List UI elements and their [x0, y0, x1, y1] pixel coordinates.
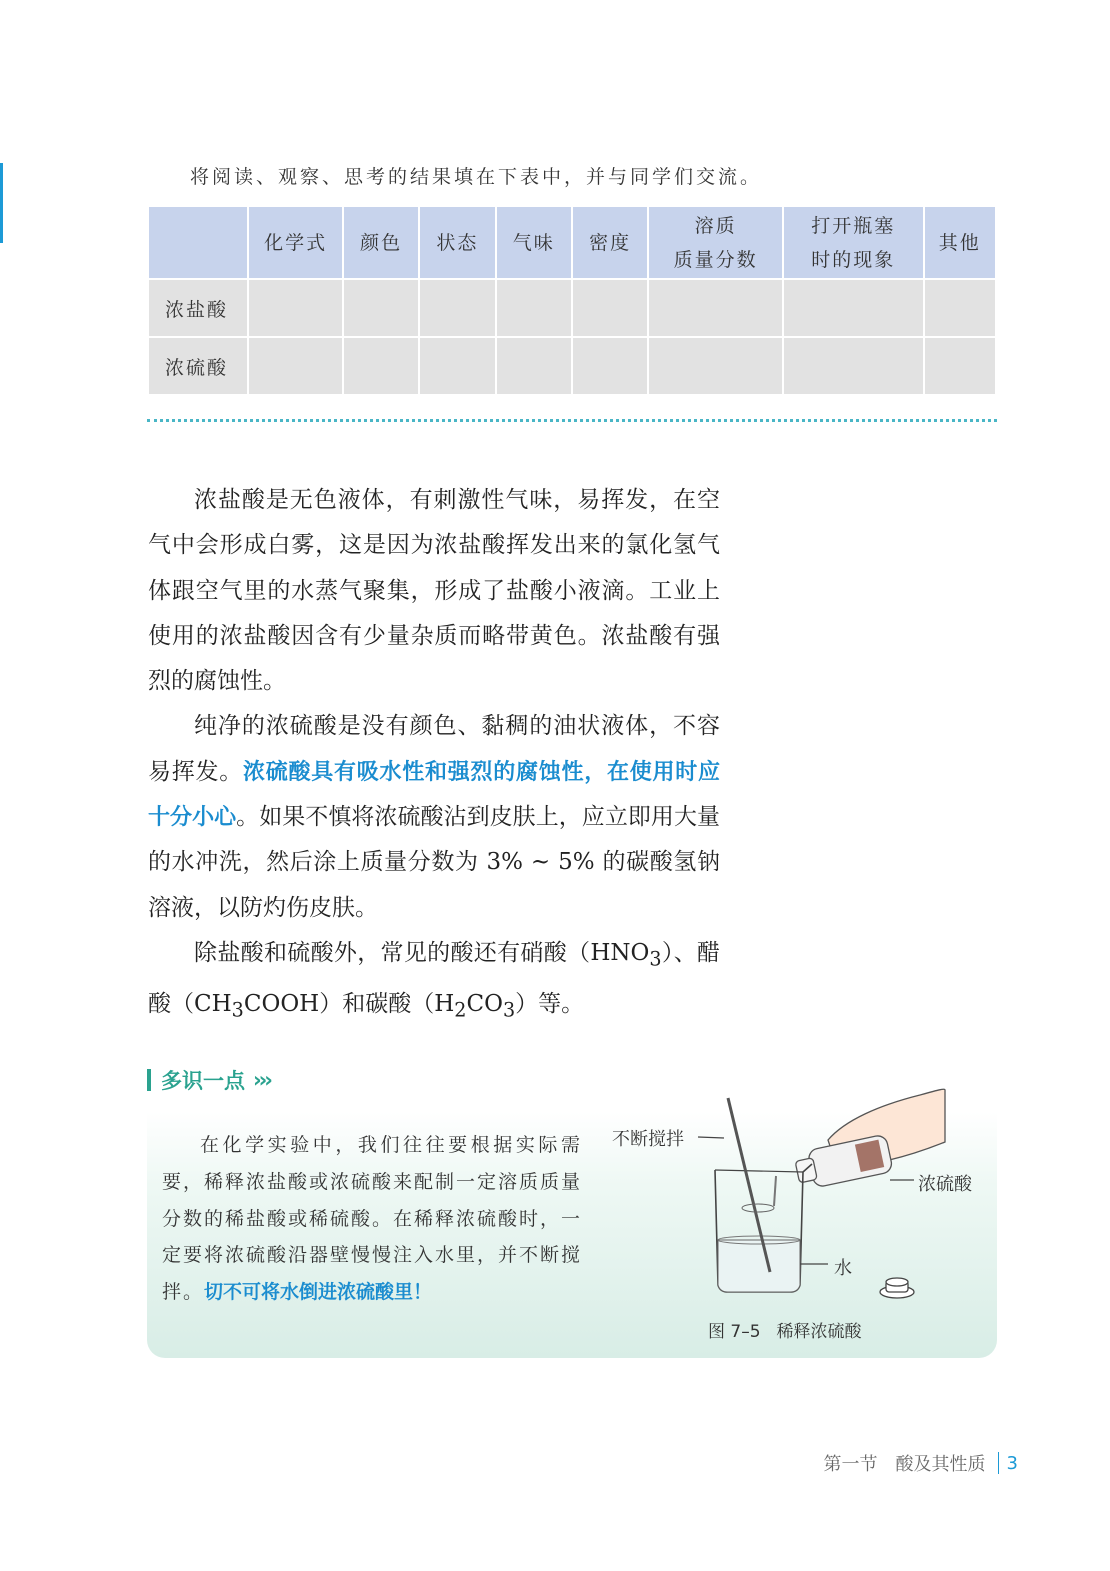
table-cell[interactable] [573, 338, 647, 394]
more-paragraph [162, 1127, 582, 1311]
table-cell[interactable] [573, 280, 647, 336]
header-line: 质量分数 [673, 248, 758, 271]
highlight-warning: 浓硫酸具有吸水性和强烈的腐蚀性，在使用时应十分小心 [148, 759, 720, 831]
subscript: 3 [649, 947, 662, 971]
figure-title: 稀释浓硫酸 [776, 1322, 862, 1342]
table-cell[interactable] [784, 280, 923, 336]
header-line: 溶质 [694, 214, 737, 237]
section-title: 第一节 酸及其性质 [823, 1454, 986, 1475]
table-cell[interactable] [925, 280, 995, 336]
beaker-rim [715, 1170, 803, 1172]
label-stir: 不断搅拌 [612, 1129, 684, 1150]
figure-caption [708, 1317, 862, 1342]
dotted-divider [147, 419, 997, 422]
table-cell[interactable] [420, 280, 494, 336]
row-label: 浓硫酸 [149, 338, 247, 394]
paragraph-hydrochloric: 浓盐酸是无色液体，有刺激性气味，易挥发，在空气中会形成白雾，这是因为浓盐酸挥发出来的氯化氢气体跟空气里的水蒸气聚集，形成了盐酸小液滴。工业上使用的浓盐酸因含有少量杂质而略带黄色。浓盐酸有强烈的腐蚀性。 [148, 487, 720, 695]
row-label: 浓盐酸 [149, 280, 247, 336]
table-instruction: 将阅读、观察、思考的结果填在下表中，并与同学们交流。 [190, 166, 763, 188]
text-span: 在化学实验中，我们往往要根据实际需要，稀释浓盐酸或浓硫酸来配制一定溶质质量分数的稀盐酸或稀硫酸。在稀释浓硫酸时，一定要将浓硫酸沿器壁慢慢注入水里，并不断搅拌。 [162, 1134, 583, 1304]
table-header-cell: 密度 [573, 207, 647, 278]
title-bar [147, 1069, 151, 1091]
acid-bottle [793, 1134, 893, 1191]
paragraph-other-acids [148, 931, 720, 1033]
text-span: 。如果不慎将浓硫酸沾到皮肤上，应立即用大量的水冲洗，然后涂上质量分数为 3% ~ 5% 的碳酸氢钠溶液，以防灼伤皮肤。 [148, 804, 720, 921]
more-knowledge-title [147, 1065, 270, 1095]
subscript: 3 [231, 998, 244, 1022]
table-header-cell: 其他 [925, 207, 995, 278]
table-cell[interactable] [784, 338, 923, 394]
table-cell[interactable] [344, 338, 418, 394]
text-span: COOH）和碳酸（H [243, 990, 455, 1017]
dilution-figure [600, 1080, 1000, 1340]
label-water: 水 [834, 1258, 852, 1279]
table-header-cell: 颜色 [344, 207, 418, 278]
bottle-stopper-icon [880, 1278, 914, 1298]
table-cell[interactable] [649, 280, 782, 336]
table-row [149, 338, 995, 394]
pour-stream [774, 1176, 776, 1206]
footer-divider [998, 1452, 999, 1474]
more-title-text: 多识一点 [161, 1069, 245, 1093]
table-header-cell [649, 207, 782, 278]
table-header-cell: 状态 [420, 207, 494, 278]
table-cell[interactable] [420, 338, 494, 394]
table-cell[interactable] [925, 338, 995, 394]
chevrons-right-icon: ››› [253, 1068, 270, 1092]
label-concentrated-acid: 浓硫酸 [918, 1174, 972, 1195]
page-edge-marker [0, 163, 3, 243]
subscript: 3 [502, 998, 516, 1022]
header-line: 时的现象 [811, 248, 896, 271]
text-span: CO [466, 990, 503, 1017]
page-number: 3 [1006, 1452, 1018, 1474]
subscript: 2 [454, 998, 467, 1022]
figure-number: 图 7–5 [708, 1322, 761, 1342]
table-header-cell [784, 207, 923, 278]
table-cell[interactable] [249, 280, 341, 336]
table-cell[interactable] [249, 338, 341, 394]
stir-motion-icon [742, 1204, 774, 1212]
table-header-cell: 气味 [497, 207, 571, 278]
paragraph-sulfuric [148, 704, 720, 930]
table-header-row [149, 207, 995, 278]
observation-table [147, 205, 997, 396]
table-cell[interactable] [497, 280, 571, 336]
dilution-illustration [600, 1080, 1000, 1340]
table-cell[interactable] [344, 280, 418, 336]
text-span: 纯净的浓硫酸是没有颜色、黏稠的油状液体，不容易挥发。 [148, 713, 720, 785]
page-footer [824, 1450, 1018, 1476]
table-header-cell: 化学式 [249, 207, 341, 278]
table-cell[interactable] [497, 338, 571, 394]
text-span: ）、醋酸（CH [148, 939, 720, 1017]
table-cell[interactable] [649, 338, 782, 394]
table-header-empty [149, 207, 247, 278]
text-span: 除盐酸和硫酸外，常见的酸还有硝酸（HNO [194, 939, 650, 966]
table-row [149, 280, 995, 336]
warning-text: 切不可将水倒进浓硫酸里！ [204, 1281, 433, 1304]
more-knowledge-text [162, 1127, 582, 1311]
header-line: 打开瓶塞 [811, 214, 896, 237]
leader-stir [698, 1137, 724, 1138]
main-text [148, 478, 720, 1033]
water [718, 1240, 800, 1292]
text-span: ）等。 [515, 990, 585, 1017]
